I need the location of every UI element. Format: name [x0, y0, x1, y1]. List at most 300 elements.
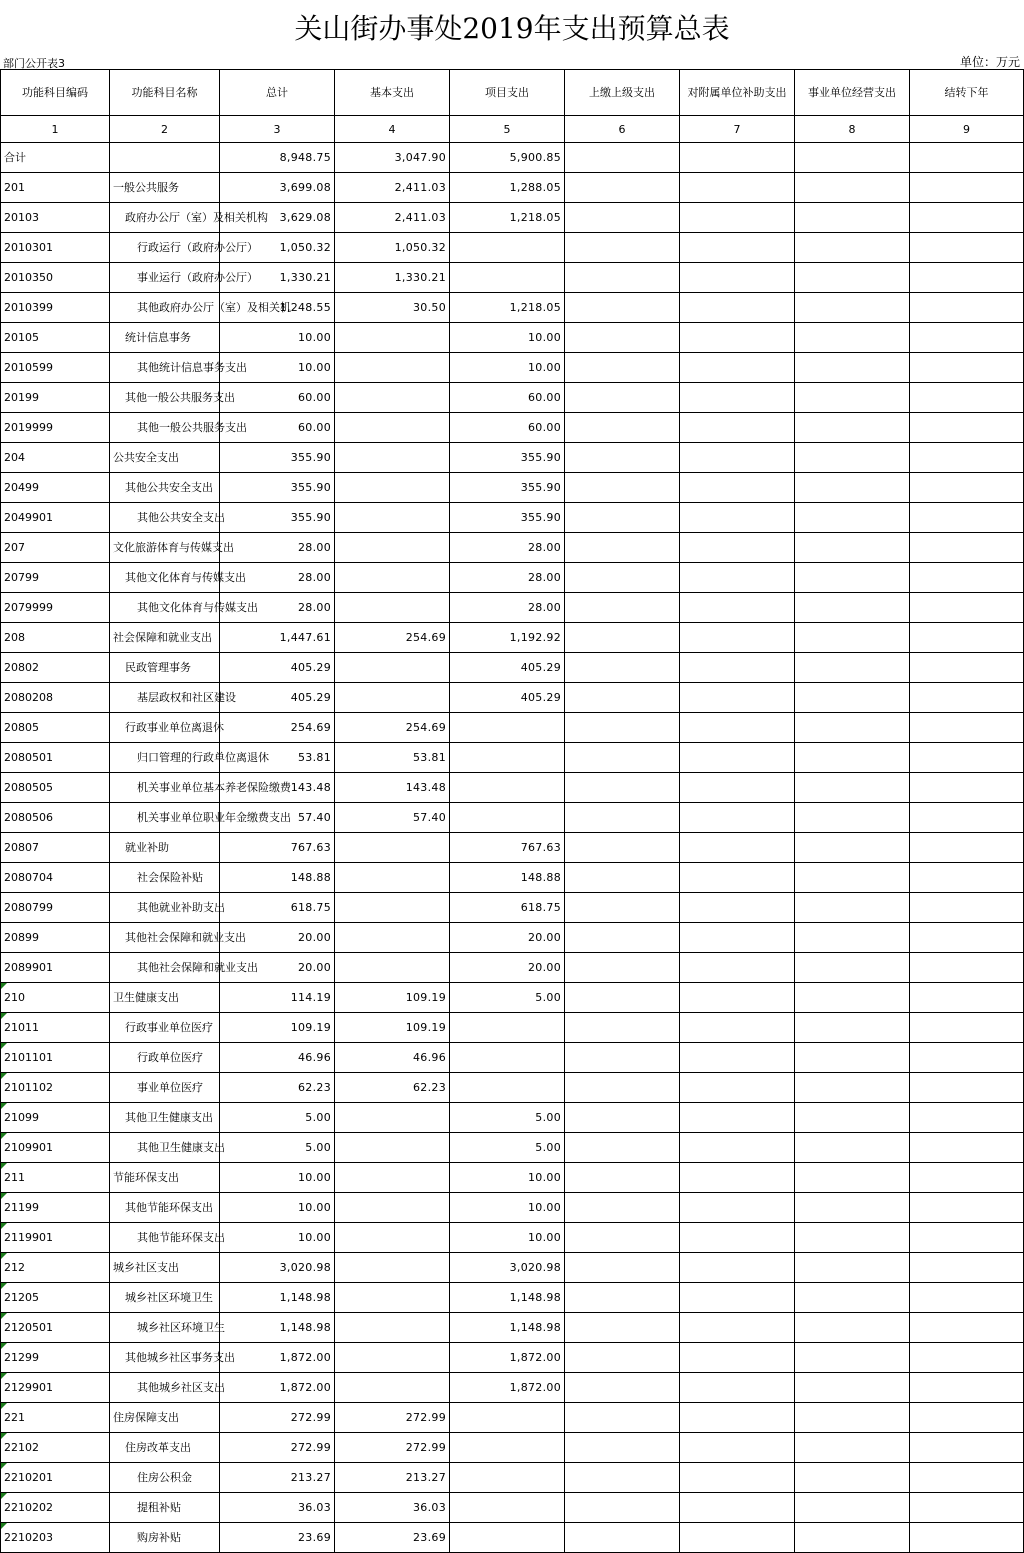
basic-amount [335, 1223, 450, 1253]
project-amount [450, 1073, 565, 1103]
cell-marker-icon [1, 983, 7, 989]
basic-amount: 3,047.90 [335, 143, 450, 173]
index-cell: 3 [220, 116, 335, 143]
carry-forward-cell [910, 143, 1024, 173]
subject-code-text: 20802 [4, 661, 39, 674]
total-amount: 213.27 [220, 1463, 335, 1493]
subject-code-text: 20499 [4, 481, 39, 494]
subject-code [1, 1133, 110, 1163]
basic-amount [335, 1313, 450, 1343]
total-amount: 36.03 [220, 1493, 335, 1523]
project-amount [450, 1433, 565, 1463]
table-row [1, 953, 1024, 983]
project-amount: 28.00 [450, 593, 565, 623]
header-cell: 基本支出 [335, 70, 450, 116]
subject-name-text: 行政运行（政府办公厅） [137, 241, 258, 254]
remit-superior-cell [565, 653, 680, 683]
total-amount: 1,050.32 [220, 233, 335, 263]
total-amount: 3,699.08 [220, 173, 335, 203]
remit-superior-cell [565, 533, 680, 563]
remit-superior-cell [565, 773, 680, 803]
business-expense-cell [795, 143, 910, 173]
index-cell: 7 [680, 116, 795, 143]
total-amount: 143.48 [220, 773, 335, 803]
subject-name [110, 443, 220, 473]
subject-name [110, 263, 258, 293]
subject-code [1, 473, 110, 503]
subject-name-text: 提租补贴 [137, 1501, 181, 1514]
subject-code [1, 1463, 110, 1493]
basic-amount: 23.69 [335, 1523, 450, 1553]
total-amount: 405.29 [220, 653, 335, 683]
subject-name-text: 住房公积金 [137, 1471, 192, 1484]
basic-amount [335, 1343, 450, 1373]
remit-superior-cell [565, 1253, 680, 1283]
business-expense-cell [795, 503, 910, 533]
subject-name [110, 1343, 235, 1373]
subject-code [1, 983, 110, 1013]
subject-code-text: 2079999 [4, 601, 53, 614]
remit-superior-cell [565, 833, 680, 863]
business-expense-cell [795, 533, 910, 563]
subject-code [1, 713, 110, 743]
business-expense-cell [795, 893, 910, 923]
total-amount: 109.19 [220, 1013, 335, 1043]
index-cell: 6 [565, 116, 680, 143]
carry-forward-cell [910, 533, 1024, 563]
subject-name-text: 其他社会保障和就业支出 [125, 931, 246, 944]
project-amount [450, 1523, 565, 1553]
subject-code-text: 2129901 [4, 1381, 53, 1394]
subject-code [1, 1313, 110, 1343]
subsidy-affiliate-cell [680, 323, 795, 353]
subject-name-text: 其他就业补助支出 [137, 901, 225, 914]
subject-name-text: 其他统计信息事务支出 [137, 361, 247, 374]
carry-forward-cell [910, 743, 1024, 773]
business-expense-cell [795, 713, 910, 743]
header-cell: 项目支出 [450, 70, 565, 116]
subject-code-text: 21099 [4, 1111, 39, 1124]
carry-forward-cell [910, 1433, 1024, 1463]
subject-code [1, 533, 110, 563]
subject-name [110, 533, 234, 563]
basic-amount [335, 533, 450, 563]
subject-name-text: 其他社会保障和就业支出 [137, 961, 258, 974]
subject-name [110, 1283, 220, 1313]
subject-name [110, 1043, 220, 1073]
table-row [1, 923, 1024, 953]
project-amount: 5.00 [450, 1133, 565, 1163]
carry-forward-cell [910, 173, 1024, 203]
basic-amount [335, 593, 450, 623]
business-expense-cell [795, 473, 910, 503]
total-amount: 114.19 [220, 983, 335, 1013]
subject-code [1, 263, 110, 293]
subject-code-text: 2089901 [4, 961, 53, 974]
table-row [1, 203, 1024, 233]
carry-forward-cell [910, 1283, 1024, 1313]
cell-marker-icon [1, 1343, 7, 1349]
subsidy-affiliate-cell [680, 1223, 795, 1253]
subject-code [1, 803, 110, 833]
subsidy-affiliate-cell [680, 1013, 795, 1043]
subject-name [110, 983, 220, 1013]
subject-name [110, 143, 220, 173]
carry-forward-cell [910, 863, 1024, 893]
subject-code-text: 2080505 [4, 781, 53, 794]
subject-name-text: 其他一般公共服务支出 [125, 391, 235, 404]
subject-name [110, 233, 258, 263]
project-amount [450, 263, 565, 293]
basic-amount [335, 413, 450, 443]
total-amount: 8,948.75 [220, 143, 335, 173]
basic-amount [335, 1193, 450, 1223]
carry-forward-cell [910, 203, 1024, 233]
subject-code [1, 1523, 110, 1553]
remit-superior-cell [565, 1283, 680, 1313]
subject-code-text: 2010301 [4, 241, 53, 254]
business-expense-cell [795, 1043, 910, 1073]
cell-marker-icon [1, 1403, 7, 1409]
carry-forward-cell [910, 473, 1024, 503]
subsidy-affiliate-cell [680, 233, 795, 263]
cell-marker-icon [1, 1493, 7, 1499]
project-amount: 355.90 [450, 443, 565, 473]
basic-amount [335, 1283, 450, 1313]
remit-superior-cell [565, 173, 680, 203]
subsidy-affiliate-cell [680, 1253, 795, 1283]
total-amount: 5.00 [220, 1133, 335, 1163]
remit-superior-cell [565, 143, 680, 173]
total-amount: 1,248.55 [220, 293, 335, 323]
remit-superior-cell [565, 893, 680, 923]
subject-code [1, 923, 110, 953]
subject-code-text: 21299 [4, 1351, 39, 1364]
remit-superior-cell [565, 1433, 680, 1463]
basic-amount [335, 1373, 450, 1403]
basic-amount [335, 1253, 450, 1283]
project-amount: 1,148.98 [450, 1313, 565, 1343]
subject-name-text: 城乡社区环境卫生 [137, 1321, 225, 1334]
total-amount: 10.00 [220, 323, 335, 353]
subject-code-text: 20199 [4, 391, 39, 404]
project-amount: 1,218.05 [450, 293, 565, 323]
subsidy-affiliate-cell [680, 1043, 795, 1073]
table-row [1, 1343, 1024, 1373]
subsidy-affiliate-cell [680, 833, 795, 863]
subject-name-text: 住房改革支出 [125, 1441, 191, 1454]
carry-forward-cell [910, 1463, 1024, 1493]
total-amount: 1,148.98 [220, 1283, 335, 1313]
carry-forward-cell [910, 293, 1024, 323]
table-row [1, 1433, 1024, 1463]
business-expense-cell [795, 833, 910, 863]
project-amount: 405.29 [450, 683, 565, 713]
carry-forward-cell [910, 1043, 1024, 1073]
total-amount: 618.75 [220, 893, 335, 923]
total-amount: 46.96 [220, 1043, 335, 1073]
subject-code [1, 1403, 110, 1433]
total-amount: 10.00 [220, 1223, 335, 1253]
header-cell: 对附属单位补助支出 [680, 70, 795, 116]
basic-amount: 1,330.21 [335, 263, 450, 293]
subject-name-text: 社会保障和就业支出 [113, 631, 212, 644]
subject-name [110, 1133, 225, 1163]
subject-code-text: 22102 [4, 1441, 39, 1454]
table-row [1, 323, 1024, 353]
business-expense-cell [795, 203, 910, 233]
basic-amount [335, 893, 450, 923]
project-amount [450, 1493, 565, 1523]
cell-marker-icon [1, 1313, 7, 1319]
cell-marker-icon [1, 1013, 7, 1019]
business-expense-cell [795, 353, 910, 383]
subject-name-text: 其他文化体育与传媒支出 [137, 601, 258, 614]
carry-forward-cell [910, 1103, 1024, 1133]
remit-superior-cell [565, 1373, 680, 1403]
subsidy-affiliate-cell [680, 1283, 795, 1313]
subsidy-affiliate-cell [680, 1463, 795, 1493]
carry-forward-cell [910, 953, 1024, 983]
cell-marker-icon [1, 1463, 7, 1469]
subject-name-text: 机关事业单位基本养老保险缴费 [137, 781, 291, 794]
project-amount: 1,148.98 [450, 1283, 565, 1313]
budget-table [0, 69, 1024, 1553]
basic-amount: 30.50 [335, 293, 450, 323]
cell-marker-icon [1, 1253, 7, 1259]
subject-code-text: 2010599 [4, 361, 53, 374]
subject-code-text: 2010350 [4, 271, 53, 284]
remit-superior-cell [565, 923, 680, 953]
project-amount: 767.63 [450, 833, 565, 863]
table-row [1, 803, 1024, 833]
total-amount: 254.69 [220, 713, 335, 743]
project-amount: 10.00 [450, 353, 565, 383]
subject-name-text: 其他节能环保支出 [137, 1231, 225, 1244]
total-amount: 272.99 [220, 1403, 335, 1433]
subsidy-affiliate-cell [680, 683, 795, 713]
basic-amount: 2,411.03 [335, 203, 450, 233]
subject-code [1, 203, 110, 233]
basic-amount: 53.81 [335, 743, 450, 773]
subject-code [1, 623, 110, 653]
subject-code-text: 2210203 [4, 1531, 53, 1544]
project-amount: 1,288.05 [450, 173, 565, 203]
total-amount: 10.00 [220, 1193, 335, 1223]
remit-superior-cell [565, 443, 680, 473]
table-row [1, 383, 1024, 413]
project-amount [450, 743, 565, 773]
remit-superior-cell [565, 1103, 680, 1133]
subject-name-text: 一般公共服务 [113, 181, 179, 194]
subject-name [110, 473, 220, 503]
remit-superior-cell [565, 743, 680, 773]
table-row [1, 173, 1024, 203]
project-amount: 5,900.85 [450, 143, 565, 173]
subject-name-text: 其他公共安全支出 [137, 511, 225, 524]
project-amount: 60.00 [450, 413, 565, 443]
table-row [1, 653, 1024, 683]
total-amount: 405.29 [220, 683, 335, 713]
business-expense-cell [795, 1313, 910, 1343]
subject-code [1, 1193, 110, 1223]
total-amount: 23.69 [220, 1523, 335, 1553]
subject-name-text: 基层政权和社区建设 [137, 691, 236, 704]
business-expense-cell [795, 1163, 910, 1193]
business-expense-cell [795, 323, 910, 353]
table-row [1, 443, 1024, 473]
subject-code-text: 2210201 [4, 1471, 53, 1484]
remit-superior-cell [565, 263, 680, 293]
table-row [1, 1463, 1024, 1493]
subject-code [1, 1163, 110, 1193]
business-expense-cell [795, 1373, 910, 1403]
basic-amount [335, 383, 450, 413]
project-amount: 405.29 [450, 653, 565, 683]
subject-code [1, 413, 110, 443]
remit-superior-cell [565, 1463, 680, 1493]
basic-amount: 143.48 [335, 773, 450, 803]
subject-code-text: 2080799 [4, 901, 53, 914]
total-amount: 28.00 [220, 593, 335, 623]
subject-name-text: 事业单位医疗 [137, 1081, 203, 1094]
table-row [1, 1223, 1024, 1253]
carry-forward-cell [910, 803, 1024, 833]
project-amount: 1,872.00 [450, 1373, 565, 1403]
subject-name-text: 城乡社区环境卫生 [125, 1291, 213, 1304]
total-amount: 148.88 [220, 863, 335, 893]
subject-name-text: 其他卫生健康支出 [137, 1141, 225, 1154]
total-amount: 60.00 [220, 413, 335, 443]
business-expense-cell [795, 593, 910, 623]
basic-amount [335, 323, 450, 353]
remit-superior-cell [565, 473, 680, 503]
remit-superior-cell [565, 293, 680, 323]
subject-code [1, 1343, 110, 1373]
carry-forward-cell [910, 893, 1024, 923]
cell-marker-icon [1, 1433, 7, 1439]
header-cell: 总计 [220, 70, 335, 116]
remit-superior-cell [565, 563, 680, 593]
remit-superior-cell [565, 203, 680, 233]
project-amount: 10.00 [450, 1223, 565, 1253]
business-expense-cell [795, 1193, 910, 1223]
basic-amount: 272.99 [335, 1433, 450, 1463]
cell-marker-icon [1, 1133, 7, 1139]
carry-forward-cell [910, 263, 1024, 293]
subject-code-text: 20899 [4, 931, 39, 944]
remit-superior-cell [565, 953, 680, 983]
business-expense-cell [795, 563, 910, 593]
remit-superior-cell [565, 863, 680, 893]
subsidy-affiliate-cell [680, 1313, 795, 1343]
carry-forward-cell [910, 833, 1024, 863]
carry-forward-cell [910, 773, 1024, 803]
subsidy-affiliate-cell [680, 983, 795, 1013]
project-amount [450, 1043, 565, 1073]
subject-name-text: 行政事业单位离退休 [125, 721, 224, 734]
project-amount [450, 773, 565, 803]
subject-code [1, 143, 110, 173]
subject-code [1, 1043, 110, 1073]
subject-name [110, 173, 220, 203]
remit-superior-cell [565, 713, 680, 743]
project-amount: 355.90 [450, 503, 565, 533]
basic-amount [335, 683, 450, 713]
carry-forward-cell [910, 983, 1024, 1013]
project-amount: 28.00 [450, 563, 565, 593]
subject-name-text: 其他城乡社区支出 [137, 1381, 225, 1394]
carry-forward-cell [910, 623, 1024, 653]
subject-name-text: 其他节能环保支出 [125, 1201, 213, 1214]
basic-amount: 2,411.03 [335, 173, 450, 203]
subject-name [110, 1463, 220, 1493]
subject-name-text: 住房保障支出 [113, 1411, 179, 1424]
table-row [1, 773, 1024, 803]
subject-code-text: 2080506 [4, 811, 53, 824]
total-amount: 355.90 [220, 503, 335, 533]
project-amount: 618.75 [450, 893, 565, 923]
table-row [1, 1163, 1024, 1193]
carry-forward-cell [910, 563, 1024, 593]
subject-name [110, 1523, 220, 1553]
table-row [1, 1193, 1024, 1223]
subject-code [1, 383, 110, 413]
table-row [1, 1253, 1024, 1283]
table-row [1, 353, 1024, 383]
carry-forward-cell [910, 353, 1024, 383]
subject-name [110, 1193, 220, 1223]
index-cell: 4 [335, 116, 450, 143]
basic-amount [335, 1163, 450, 1193]
carry-forward-cell [910, 1313, 1024, 1343]
subsidy-affiliate-cell [680, 413, 795, 443]
total-amount: 5.00 [220, 1103, 335, 1133]
subject-name [110, 563, 246, 593]
table-row [1, 863, 1024, 893]
cell-marker-icon [1, 1073, 7, 1079]
project-amount: 148.88 [450, 863, 565, 893]
subject-name [110, 923, 246, 953]
remit-superior-cell [565, 413, 680, 443]
table-row [1, 833, 1024, 863]
subsidy-affiliate-cell [680, 473, 795, 503]
cell-marker-icon [1, 1223, 7, 1229]
subject-name-text: 归口管理的行政单位离退休 [137, 751, 269, 764]
subject-name [110, 293, 291, 323]
table-row [1, 743, 1024, 773]
subject-code [1, 1103, 110, 1133]
total-amount: 355.90 [220, 473, 335, 503]
table-row [1, 1373, 1024, 1403]
header-cell: 事业单位经营支出 [795, 70, 910, 116]
subject-name-text: 政府办公厅（室）及相关机构 [125, 211, 268, 224]
subject-name-text: 行政事业单位医疗 [125, 1021, 213, 1034]
subject-name-text: 机关事业单位职业年金缴费支出 [137, 811, 291, 824]
basic-amount [335, 473, 450, 503]
subject-name [110, 623, 220, 653]
subject-code [1, 743, 110, 773]
table-row [1, 1043, 1024, 1073]
subsidy-affiliate-cell [680, 503, 795, 533]
subject-code-text: 2010399 [4, 301, 53, 314]
business-expense-cell [795, 1223, 910, 1253]
total-amount: 3,020.98 [220, 1253, 335, 1283]
project-amount [450, 1013, 565, 1043]
project-amount: 60.00 [450, 383, 565, 413]
business-expense-cell [795, 743, 910, 773]
subject-code [1, 593, 110, 623]
